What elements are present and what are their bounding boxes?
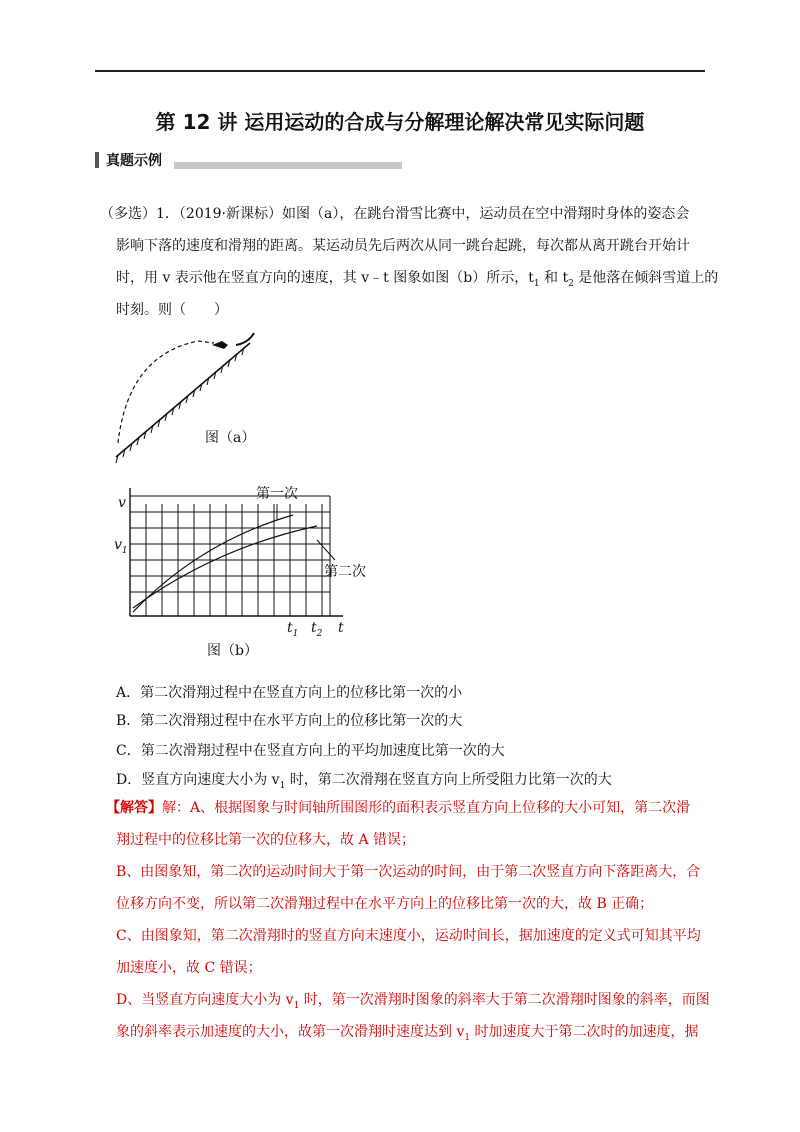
option-a: A．第二次滑翔过程中在竖直方向上的位移比第一次的小 — [116, 685, 463, 701]
section-label: 真题示例 — [106, 153, 162, 169]
answer-line-3: B、由图象知，第二次的运动时间大于第一次运动的时间，由于第二次竖直方向下落距离大，合 — [116, 864, 701, 880]
v-axis-label: v — [118, 495, 126, 511]
t2-label: $t_2$ — [311, 620, 323, 639]
question-line-3: 时，用 v 表示他在竖直方向的速度，其 v﹣t 图象如图（b）所示，$t_1$ 和 $t_2$ 是他落在倾斜雪道上的 — [116, 270, 719, 289]
answer-line-1: 【解答】解：A、根据图象与时间轴所围图形的面积表示竖直方向上位移的大小可知，第二次滑 — [106, 800, 691, 816]
option-d: D．竖直方向速度大小为 $v_1$ 时，第二次滑翔在竖直方向上所受阻力比第一次的大 — [116, 772, 612, 791]
figure-a-caption: 图（a） — [205, 430, 256, 446]
figure-a — [108, 325, 288, 465]
first-jump-label: 第一次 — [256, 486, 298, 502]
option-b: B．第二次滑翔过程中在水平方向上的位移比第一次的大 — [116, 713, 463, 729]
section-underline — [174, 162, 402, 169]
takeoff-ramp — [236, 333, 254, 345]
second-jump-label: 第二次 — [324, 564, 366, 580]
page-title: 第 12 讲 运用运动的合成与分解理论解决常见实际问题 — [155, 110, 645, 134]
question-line-2: 影响下落的速度和滑翔的距离。某运动员先后两次从同一跳台起跳，每次都从离开跳台开始计 — [116, 238, 690, 254]
answer-line-6: 加速度小，故 C 错误； — [116, 960, 262, 976]
answer-line-7: D、当竖直方向速度大小为 $v_1$ 时，第一次滑翔时图象的斜率大于第二次滑翔时图象的斜率，而图 — [116, 992, 710, 1011]
second-label-leader — [317, 540, 335, 560]
answer-line-5: C、由图象知，第二次滑翔时的竖直方向末速度小，运动时间长，据加速度的定义式可知其平均 — [116, 928, 701, 944]
question-line-1: （多选）1．（2019·新课标）如图（a），在跳台滑雪比赛中，运动员在空中滑翔时身体的姿态会 — [100, 206, 690, 222]
question-line-4: 时刻。则（ ） — [116, 302, 228, 318]
section-marker — [95, 152, 99, 168]
option-c: C．第二次滑翔过程中在竖直方向上的平均加速度比第一次的大 — [116, 743, 505, 759]
v1-label: $v_1$ — [114, 537, 128, 556]
answer-line-2: 翔过程中的位移比第一次的位移大，故 A 错误； — [116, 832, 416, 848]
section-header — [95, 150, 402, 170]
second-jump-curve — [133, 526, 317, 608]
t-axis-label: t — [338, 620, 344, 636]
graph-grid — [130, 496, 330, 616]
t1-label: $t_1$ — [287, 620, 299, 639]
jumper-icon — [212, 341, 228, 349]
answer-line-4: 位移方向不变，所以第二次滑翔过程中在水平方向上的位移比第一次的大，故 B 正确； — [116, 896, 654, 912]
trajectory-dashed — [118, 341, 214, 443]
first-jump-curve — [133, 515, 293, 612]
figure-b-caption: 图（b） — [207, 643, 258, 659]
answer-line-8: 象的斜率表示加速度的大小，故第一次滑翔时速度达到 $v_1$ 时加速度大于第二次时的加速度，据 — [116, 1024, 699, 1043]
figure-b — [105, 482, 385, 632]
top-rule — [95, 70, 705, 72]
